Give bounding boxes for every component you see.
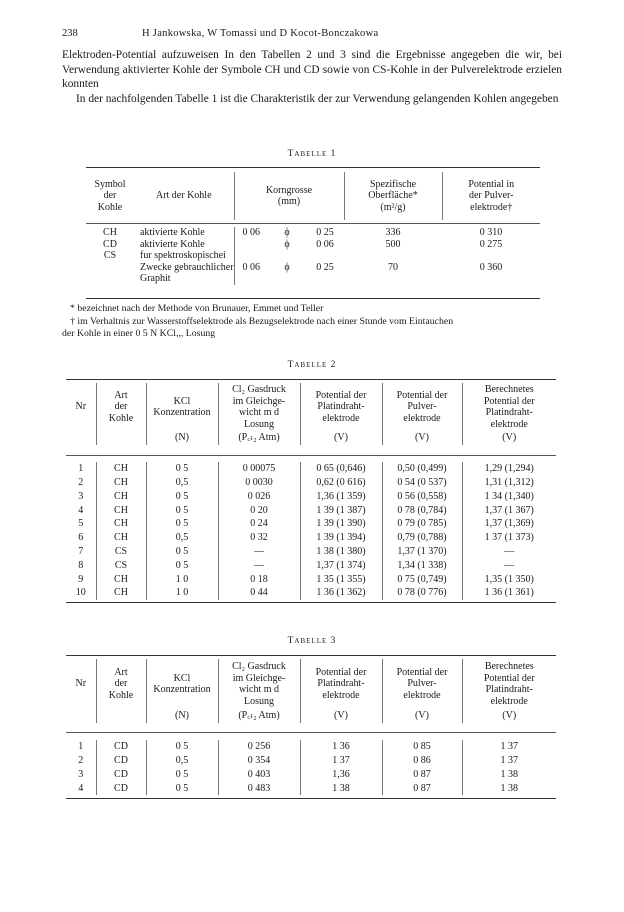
table-row [66,531,556,545]
cell-ber: 1 34 (1,340) [462,490,556,504]
body-text [62,48,562,106]
cell-art: CH [96,572,146,586]
header-korn: Korngrosse (mm) [234,172,344,220]
cell-pt: 1 36 [300,740,382,754]
page-number: 238 [62,28,78,39]
cell-kcl: 0 5 [146,781,218,795]
cell-pt: 1 39 (1 387) [300,503,382,517]
paragraph: In der nachfolgenden Tabelle 1 ist die Charakteristik der zur Verwendung gelangenden Kohlen angegeben [76,92,559,105]
table-row [66,503,556,517]
cell-ber: 1,35 (1 350) [462,572,556,586]
cell-nr: 5 [78,518,84,530]
cell-ber: — [462,545,556,559]
cell-pulv: 0 87 [382,781,462,795]
cell-kcl: 0 5 [146,768,218,782]
cell-cl2: 0 026 [218,490,300,504]
header-pulver: Potential der Pulver- elektrode [382,383,462,431]
cell-kcl: 0,5 [146,754,218,768]
cell-kcl: 0,5 [146,476,218,490]
cell-pt: 1 38 [300,781,382,795]
table1-bottom-rule [86,298,540,299]
footnote: † im Verhaltnis zur Wasserstoffselektrode als Bezugselektrode nach einer Stunde vom Eintauchen [70,315,454,327]
cell-pulv: 0 75 (0,749) [382,572,462,586]
unit-kcl: (N) [146,431,218,445]
cell-pt: 1 38 (1 380) [300,545,382,559]
cell-ber: 1,37 (1 367) [462,503,556,517]
cell-art: CD [96,740,146,754]
table2-bottom-rule [66,602,556,603]
cell-nr: 1 [78,463,84,475]
header-potential: Potential in der Pulver- elektrode† [442,172,540,220]
header-cl2: Cl₂ Gasdruck im Gleichge- wicht m d Losung [218,659,300,709]
cell-pulv: 0 87 [382,768,462,782]
cell-ber: 1 37 [462,754,556,768]
cell-ber: 1 37 [462,740,556,754]
cell-pulv: 0 78 (0,784) [382,503,462,517]
cell-cl2: 0 256 [218,740,300,754]
cell-pulv: 0 79 (0 785) [382,517,462,531]
table-row [66,740,556,754]
table2-top-rule [66,379,556,380]
cell-kcl: 0 5 [146,517,218,531]
cell-nr: 7 [78,545,84,557]
header-symbol: Symbol der Kohle [94,178,126,213]
cell-kcl: 1 0 [146,572,218,586]
cell-pt: 1 39 (1 394) [300,531,382,545]
table-row: Zwecke gebrauchlicher 0 06 ϕ 0 25 70 0 360 [139,261,503,273]
unit-pt: (V) [300,709,382,723]
table-row [66,462,556,476]
cell-pulv: 0 54 (0 537) [382,476,462,490]
header-oberflaeche: Spezifische Oberfläche* (m²/g) [344,172,442,220]
table-row [66,490,556,504]
table2-header [66,383,556,445]
cell-nr: 6 [78,532,84,544]
cell-nr: 3 [78,490,84,502]
footnote: * bezeichnet nach der Methode von Brunauer, Emmet und Teller [70,303,324,314]
cell-pt: 1 36 (1 362) [300,586,382,600]
header-nr: Nr [75,678,87,690]
table-row: CH aktivierte Kohle 0 06 ϕ 0 25 336 0 310 [103,227,503,238]
cell-pulv: 0 56 (0,558) [382,490,462,504]
cell-cl2: — [218,559,300,573]
table3-bottom-rule [66,798,556,799]
cell-cl2: 0 483 [218,781,300,795]
table3-header [66,659,556,723]
cell-pulv: 0,79 (0,788) [382,531,462,545]
cell-pulv: 1,37 (1 370) [382,545,462,559]
cell-nr: 10 [75,587,86,599]
header-art: Art der Kohle [155,190,212,202]
cell-pulv: 0 85 [382,740,462,754]
table3-body [66,740,556,795]
footnote: der Kohle in einer 0 5 N KCl,,, Losung [62,328,216,340]
cell-pt: 1,36 (1 359) [300,490,382,504]
table2-body [66,462,556,600]
cell-art: CH [96,517,146,531]
cell-art: CH [96,503,146,517]
cell-art: CH [96,586,146,600]
table1-top-rule [86,167,540,168]
cell-cl2: — [218,545,300,559]
table-row [66,545,556,559]
cell-cl2: 0 354 [218,754,300,768]
header-pt: Potential der Platindraht- elektrode [300,659,382,709]
table1-caption: Tabelle 1 [287,149,337,159]
table3-top-rule [66,655,556,656]
cell-kcl: 0 5 [146,503,218,517]
header-art: Art der Kohle [96,383,146,431]
table-row: CS fur spektroskopischei [86,250,540,262]
cell-art: CD [96,781,146,795]
table1-header-rule [86,223,540,224]
cell-pulv: 0,50 (0,499) [382,462,462,476]
cell-ber: — [462,559,556,573]
cell-nr: 3 [78,768,84,780]
cell-ber: 1,29 (1,294) [462,462,556,476]
cell-art: CS [96,545,146,559]
table-row: Graphit [86,273,540,285]
cell-cl2: 0 403 [218,768,300,782]
cell-ber: 1 36 (1 361) [462,586,556,600]
table-row [66,476,556,490]
header-pulver: Potential der Pulver- elektrode [382,659,462,709]
table1-header [86,172,540,220]
cell-ber: 1 38 [462,768,556,782]
cell-ber: 1 37 (1 373) [462,531,556,545]
cell-pulv: 0 86 [382,754,462,768]
cell-nr: 2 [78,754,84,766]
cell-cl2: 0 44 [218,586,300,600]
table-row [66,754,556,768]
table-row [66,768,556,782]
cell-pulv: 0 78 (0 776) [382,586,462,600]
cell-kcl: 0,5 [146,531,218,545]
header-nr: Nr [75,401,87,413]
cell-art: CH [96,476,146,490]
unit-pulver: (V) [382,431,462,445]
header-art: Art der Kohle [96,659,146,709]
cell-nr: 4 [78,504,84,516]
unit-cl2: (P꜀ₗ₂ Atm) [218,431,300,445]
header-berechnet: Berechnetes Potential der Platindraht- elektrode [462,383,556,431]
cell-art: CD [96,754,146,768]
cell-art: CH [96,531,146,545]
header-kcl: KCl Konzentration [146,659,218,709]
unit-cl2: (P꜀ₗ₂ Atm) [218,709,300,723]
paragraph: Elektroden-Potential aufzuweisen In den Tabellen 2 und 3 sind die Ergebnisse angegeben die wir, bei Verwendung aktivierter Kohle der Symbole CH und CD sowie von CS-Kohle in der Pulverelektrode erzielen konnten [62,49,562,91]
unit-berechnet: (V) [462,431,556,445]
cell-cl2: 0 18 [218,572,300,586]
cell-pt: 1,36 [300,768,382,782]
cell-nr: 9 [78,573,84,585]
table-row [66,559,556,573]
cell-pulv: 1,34 (1 338) [382,559,462,573]
cell-art: CD [96,768,146,782]
cell-cl2: 0 00075 [218,462,300,476]
table3-header-rule [66,732,556,733]
cell-cl2: 0 20 [218,503,300,517]
cell-nr: 1 [78,741,84,753]
cell-kcl: 0 5 [146,559,218,573]
cell-nr: 2 [78,476,84,488]
cell-pt: 1 35 (1 355) [300,572,382,586]
cell-ber: 1,37 (1,369) [462,517,556,531]
unit-berechnet: (V) [462,709,556,723]
cell-art: CH [96,490,146,504]
cell-cl2: 0 32 [218,531,300,545]
cell-ber: 1 38 [462,781,556,795]
table-row [66,517,556,531]
cell-cl2: 0 0030 [218,476,300,490]
unit-pt: (V) [300,431,382,445]
cell-pt: 1 39 (1 390) [300,517,382,531]
table1-body [86,227,540,285]
cell-kcl: 0 5 [146,740,218,754]
table-row [66,586,556,600]
running-title: H Jankowska, W Tomassi und D Kocot-Bonczakowa [142,28,379,39]
header-pt: Potential der Platindraht- elektrode [300,383,382,431]
table1-footnotes [62,303,562,341]
unit-pulver: (V) [382,709,462,723]
cell-pt: 1,37 (1 374) [300,559,382,573]
unit-kcl: (N) [146,709,218,723]
table2-header-rule [66,455,556,456]
table-row: CD aktivierte Kohle ϕ 0 06 500 0 275 [103,238,503,250]
header-cl2: Cl₂ Gasdruck im Gleichge- wicht m d Losung [218,383,300,431]
cell-nr: 4 [78,782,84,794]
cell-kcl: 0 5 [146,545,218,559]
cell-art: CH [96,462,146,476]
cell-kcl: 0 5 [146,490,218,504]
table2-caption: Tabelle 2 [287,360,337,370]
table-row [66,781,556,795]
cell-pt: 1 37 [300,754,382,768]
header-kcl: KCl Konzentration [146,383,218,431]
cell-cl2: 0 24 [218,517,300,531]
header-berechnet: Berechnetes Potential der Platindraht- elektrode [462,659,556,709]
cell-nr: 8 [78,559,84,571]
cell-art: CS [96,559,146,573]
cell-kcl: 0 5 [146,462,218,476]
cell-ber: 1,31 (1,312) [462,476,556,490]
cell-kcl: 1 0 [146,586,218,600]
table3-caption: Tabelle 3 [287,636,337,646]
cell-pt: 0,62 (0 616) [300,476,382,490]
cell-pt: 0 65 (0,646) [300,462,382,476]
table-row [66,572,556,586]
